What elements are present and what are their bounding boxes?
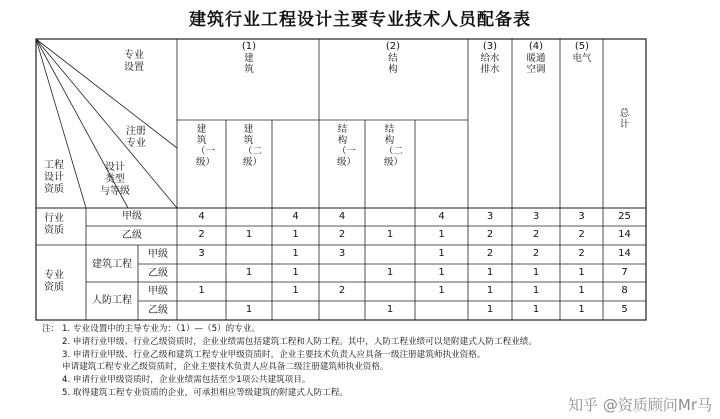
table-cell: 1 xyxy=(438,229,445,240)
table-cell: 1 xyxy=(578,267,585,278)
table-cell: 4 xyxy=(338,211,346,222)
table-cell: 1 xyxy=(532,304,540,315)
major-setting-label: 专业 设置 xyxy=(124,50,144,73)
table-cell: 1 xyxy=(486,267,494,278)
group-water: (3) 给水排水 xyxy=(480,41,500,75)
subcol-struct-2: 结构（二级） xyxy=(384,124,404,168)
table-cell: 1 xyxy=(578,285,585,296)
table-cell: 2 xyxy=(578,248,585,259)
subcol-arch-2: 建筑（二级） xyxy=(243,124,263,168)
table-cell: 1 xyxy=(292,267,299,278)
table-cell: 1 xyxy=(292,248,299,259)
group-hvac: (4) 暖通空调 xyxy=(526,41,546,75)
note-line-1: 1. 专业设置中的主导专业为：（1）—（5）的专业。 xyxy=(62,324,261,334)
row-label-specialty: 专业资质 xyxy=(44,270,64,293)
table-cell: 1 xyxy=(532,285,540,296)
table-cell: 8 xyxy=(621,285,628,296)
sub-building-a: 甲级 xyxy=(148,249,168,260)
group-structure: (2) 结构 xyxy=(385,41,401,75)
subcol-arch-1: 建筑（一级） xyxy=(196,124,216,168)
table-cell: 7 xyxy=(621,267,628,278)
table-cell: 2 xyxy=(486,248,494,259)
group-architecture: (1) 建筑 xyxy=(241,41,257,75)
sub-defense-b: 乙级 xyxy=(148,305,168,316)
note-line-4: 申请建筑工程专业乙级资质时，企业主要技术负责人应具备二级注册建筑师执业资格。 xyxy=(62,362,389,372)
table-cell: 2 xyxy=(532,248,540,259)
notes-prefix: 注： xyxy=(42,324,60,334)
table-cell: 1 xyxy=(532,267,540,278)
table-cell: 4 xyxy=(198,211,205,222)
table-cell: 25 xyxy=(618,211,631,222)
table-cell: 1 xyxy=(438,267,445,278)
note-line-2: 2. 申请行业甲级、行业乙级资质时，企业业绩需包括建筑工程和人防工程。其中，人防工程业绩可以是附建式人防工程业绩。 xyxy=(62,337,537,347)
table-cell: 2 xyxy=(338,285,346,296)
table-cell: 3 xyxy=(578,211,585,222)
table-cell: 1 xyxy=(386,267,394,278)
table-cell: 3 xyxy=(486,211,494,222)
cat-civil-defense: 人防工程 xyxy=(92,295,132,306)
total-header: 总计 xyxy=(619,108,630,130)
table-cell: 1 xyxy=(245,304,253,315)
sub-building-b: 乙级 xyxy=(148,268,168,279)
table-cell: 3 xyxy=(338,248,346,259)
table-cell: 4 xyxy=(438,211,445,222)
sub-defense-a: 甲级 xyxy=(148,286,168,297)
table-cell: 5 xyxy=(621,304,628,315)
table-cell: 3 xyxy=(532,211,540,222)
table-cell: 1 xyxy=(245,267,253,278)
group-electrical: (5) 电气 xyxy=(572,41,592,64)
table-cell: 1 xyxy=(438,248,445,259)
table-cell: 14 xyxy=(618,229,631,240)
table-cell: 1 xyxy=(438,285,445,296)
table-cell: 3 xyxy=(198,248,205,259)
table-cell: 2 xyxy=(532,229,540,240)
table-cell: 14 xyxy=(618,248,631,259)
cat-building: 建筑工程 xyxy=(92,259,132,270)
row-label-industry: 行业资质 xyxy=(44,213,64,236)
table-cell: 1 xyxy=(486,285,494,296)
sub-industry-a: 甲级 xyxy=(122,211,142,222)
table-cell: 1 xyxy=(386,304,394,315)
table-cell: 1 xyxy=(292,285,299,296)
note-line-3: 3. 申请行业甲级、行业乙级和建筑工程专业甲级资质时，企业主要技术负责人应具备一级注册建筑师执业资格。 xyxy=(62,350,486,360)
table-cell: 4 xyxy=(292,211,299,222)
note-line-6: 5. 取得建筑工程专业资质的企业，可承担相应等级建筑的附建式人防工程。 xyxy=(62,388,348,398)
table-cell: 1 xyxy=(578,304,585,315)
subcol-struct-1: 结构（一级） xyxy=(337,124,357,168)
table-cell: 2 xyxy=(198,229,205,240)
table-cell: 2 xyxy=(338,229,346,240)
table-cell: 1 xyxy=(292,229,299,240)
table-cell: 1 xyxy=(198,285,205,296)
qualification-label: 工程 设计 资质 xyxy=(44,160,64,195)
table-cell: 2 xyxy=(578,229,585,240)
table-cell: 2 xyxy=(486,229,494,240)
sub-industry-b: 乙级 xyxy=(122,230,142,241)
design-type-label: 设计 类型 与等级 xyxy=(100,162,130,197)
note-line-5: 4. 申请行业甲级资质时，企业业绩需包括至少1项公共建筑项目。 xyxy=(62,375,311,385)
page-title: 建筑行业工程设计主要专业技术人员配备表 xyxy=(189,10,531,30)
table-cell: 1 xyxy=(245,229,253,240)
table-cell: 1 xyxy=(486,304,494,315)
table-cell: 1 xyxy=(386,229,394,240)
registered-major-label: 注册 专业 xyxy=(126,126,146,149)
watermark: 知乎 @资质顾问Mr马 xyxy=(568,396,712,414)
